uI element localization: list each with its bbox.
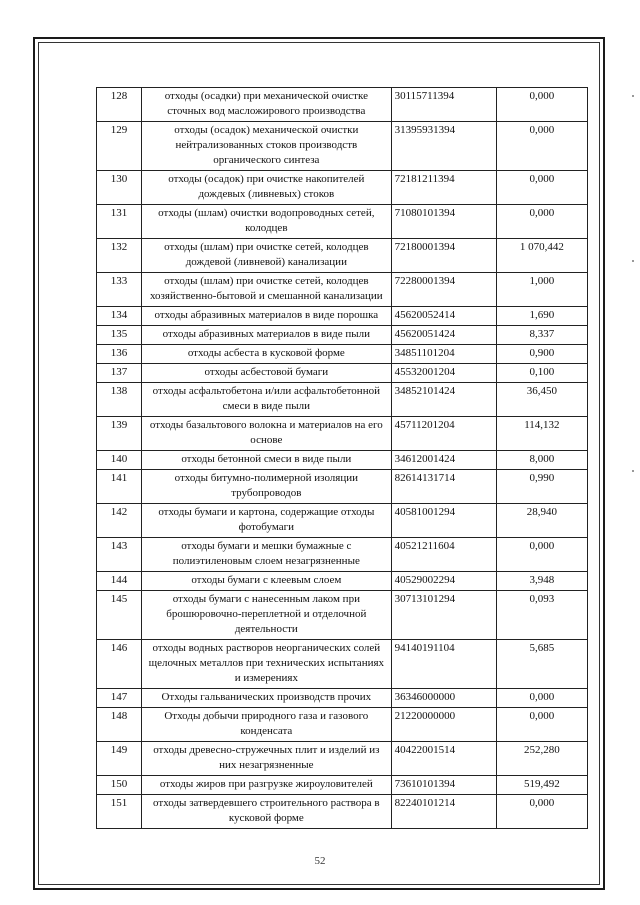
table-row [97, 307, 588, 326]
waste-name: отходы абразивных материалов в виде порошка [142, 307, 392, 326]
waste-amount: 0,093 [496, 591, 587, 640]
row-number: 128 [97, 88, 142, 122]
table-row [97, 326, 588, 345]
fkko-code: 31395931394 [391, 122, 496, 171]
row-number: 133 [97, 273, 142, 307]
table-row [97, 689, 588, 708]
table-row [97, 205, 588, 239]
fkko-code: 45620051424 [391, 326, 496, 345]
row-number: 136 [97, 345, 142, 364]
fkko-code: 72181211394 [391, 171, 496, 205]
row-number: 147 [97, 689, 142, 708]
table-row [97, 504, 588, 538]
row-number: 138 [97, 383, 142, 417]
fkko-code: 40581001294 [391, 504, 496, 538]
fkko-code: 72180001394 [391, 239, 496, 273]
fkko-code: 34612001424 [391, 451, 496, 470]
table-row [97, 383, 588, 417]
table-row [97, 572, 588, 591]
table-row [97, 364, 588, 383]
waste-name: отходы бетонной смеси в виде пыли [142, 451, 392, 470]
row-number: 145 [97, 591, 142, 640]
waste-amount: 0,000 [496, 88, 587, 122]
table-row [97, 591, 588, 640]
table-row [97, 640, 588, 689]
row-number: 131 [97, 205, 142, 239]
row-number: 149 [97, 742, 142, 776]
waste-name: отходы асбеста в кусковой форме [142, 345, 392, 364]
row-number: 132 [97, 239, 142, 273]
fkko-code: 94140191104 [391, 640, 496, 689]
waste-name: отходы асфальтобетона и/или асфальтобетонной смеси в виде пыли [142, 383, 392, 417]
scan-edge-mark [632, 260, 634, 262]
fkko-code: 73610101394 [391, 776, 496, 795]
table-row [97, 273, 588, 307]
waste-name: отходы (осадок) механической очистки нейтрализованных стоков производств органического синтеза [142, 122, 392, 171]
waste-name: отходы затвердевшего строительного раствора в кусковой форме [142, 795, 392, 829]
fkko-code: 82614131714 [391, 470, 496, 504]
table-row [97, 470, 588, 504]
waste-name: отходы (шлам) при очистке сетей, колодцев дождевой (ливневой) канализации [142, 239, 392, 273]
waste-name: отходы (шлам) очистки водопроводных сетей, колодцев [142, 205, 392, 239]
row-number: 137 [97, 364, 142, 383]
fkko-code: 40529002294 [391, 572, 496, 591]
waste-amount: 0,900 [496, 345, 587, 364]
table-row [97, 122, 588, 171]
waste-amount: 5,685 [496, 640, 587, 689]
waste-amount: 0,000 [496, 795, 587, 829]
waste-name: отходы (осадки) при механической очистке сточных вод масложирового производства [142, 88, 392, 122]
waste-name: отходы (осадок) при очистке накопителей дождевых (ливневых) стоков [142, 171, 392, 205]
table-row [97, 451, 588, 470]
waste-name: отходы абразивных материалов в виде пыли [142, 326, 392, 345]
table-row [97, 708, 588, 742]
waste-amount: 0,000 [496, 689, 587, 708]
waste-amount: 8,000 [496, 451, 587, 470]
fkko-code: 71080101394 [391, 205, 496, 239]
row-number: 139 [97, 417, 142, 451]
page-number: 52 [314, 855, 326, 867]
fkko-code: 34852101424 [391, 383, 496, 417]
waste-amount: 519,492 [496, 776, 587, 795]
waste-amount: 0,000 [496, 122, 587, 171]
row-number: 143 [97, 538, 142, 572]
row-number: 130 [97, 171, 142, 205]
fkko-code: 36346000000 [391, 689, 496, 708]
waste-amount: 36,450 [496, 383, 587, 417]
table-row [97, 417, 588, 451]
waste-name: отходы базальтового волокна и материалов на его основе [142, 417, 392, 451]
row-number: 140 [97, 451, 142, 470]
document-body [96, 87, 588, 829]
waste-amount: 0,000 [496, 708, 587, 742]
row-number: 134 [97, 307, 142, 326]
fkko-code: 21220000000 [391, 708, 496, 742]
fkko-code: 40422001514 [391, 742, 496, 776]
waste-amount: 1,000 [496, 273, 587, 307]
row-number: 150 [97, 776, 142, 795]
fkko-code: 30115711394 [391, 88, 496, 122]
waste-amount: 252,280 [496, 742, 587, 776]
fkko-code: 40521211604 [391, 538, 496, 572]
table-row [97, 88, 588, 122]
fkko-code: 72280001394 [391, 273, 496, 307]
waste-name: Отходы гальванических производств прочих [142, 689, 392, 708]
table-row [97, 742, 588, 776]
row-number: 146 [97, 640, 142, 689]
table-row [97, 345, 588, 364]
row-number: 151 [97, 795, 142, 829]
waste-name: отходы бумаги и мешки бумажные с полиэтиленовым слоем незагрязненные [142, 538, 392, 572]
waste-name: отходы битумно-полимерной изоляции трубопроводов [142, 470, 392, 504]
fkko-code: 82240101214 [391, 795, 496, 829]
waste-name: отходы бумаги и картона, содержащие отходы фотобумаги [142, 504, 392, 538]
scan-edge-mark [632, 470, 634, 472]
row-number: 142 [97, 504, 142, 538]
waste-amount: 0,000 [496, 171, 587, 205]
table-row [97, 795, 588, 829]
waste-name: отходы водных растворов неорганических солей щелочных металлов при технических испытаниях и измерениях [142, 640, 392, 689]
table-row [97, 171, 588, 205]
waste-amount: 0,100 [496, 364, 587, 383]
fkko-code: 30713101294 [391, 591, 496, 640]
waste-name: отходы асбестовой бумаги [142, 364, 392, 383]
waste-amount: 114,132 [496, 417, 587, 451]
table-row [97, 776, 588, 795]
fkko-code: 45711201204 [391, 417, 496, 451]
waste-amount: 3,948 [496, 572, 587, 591]
table-row [97, 538, 588, 572]
waste-name: отходы жиров при разгрузке жироуловителей [142, 776, 392, 795]
fkko-code: 45532001204 [391, 364, 496, 383]
row-number: 148 [97, 708, 142, 742]
waste-name: отходы бумаги с нанесенным лаком при брошюровочно-переплетной и отделочной деятельности [142, 591, 392, 640]
waste-name: отходы древесно-стружечных плит и изделий из них незагрязненные [142, 742, 392, 776]
waste-amount: 0,990 [496, 470, 587, 504]
waste-amount: 0,000 [496, 538, 587, 572]
waste-amount: 1,690 [496, 307, 587, 326]
waste-name: Отходы добычи природного газа и газового конденсата [142, 708, 392, 742]
row-number: 129 [97, 122, 142, 171]
row-number: 144 [97, 572, 142, 591]
table-row [97, 239, 588, 273]
waste-amount: 0,000 [496, 205, 587, 239]
waste-name: отходы бумаги с клеевым слоем [142, 572, 392, 591]
row-number: 141 [97, 470, 142, 504]
waste-amount: 8,337 [496, 326, 587, 345]
row-number: 135 [97, 326, 142, 345]
table-body [97, 88, 588, 829]
fkko-code: 45620052414 [391, 307, 496, 326]
waste-registry-table [96, 87, 588, 829]
waste-amount: 28,940 [496, 504, 587, 538]
waste-amount: 1 070,442 [496, 239, 587, 273]
fkko-code: 34851101204 [391, 345, 496, 364]
scan-edge-mark [632, 95, 634, 97]
waste-name: отходы (шлам) при очистке сетей, колодцев хозяйственно-бытовой и смешанной канализации [142, 273, 392, 307]
